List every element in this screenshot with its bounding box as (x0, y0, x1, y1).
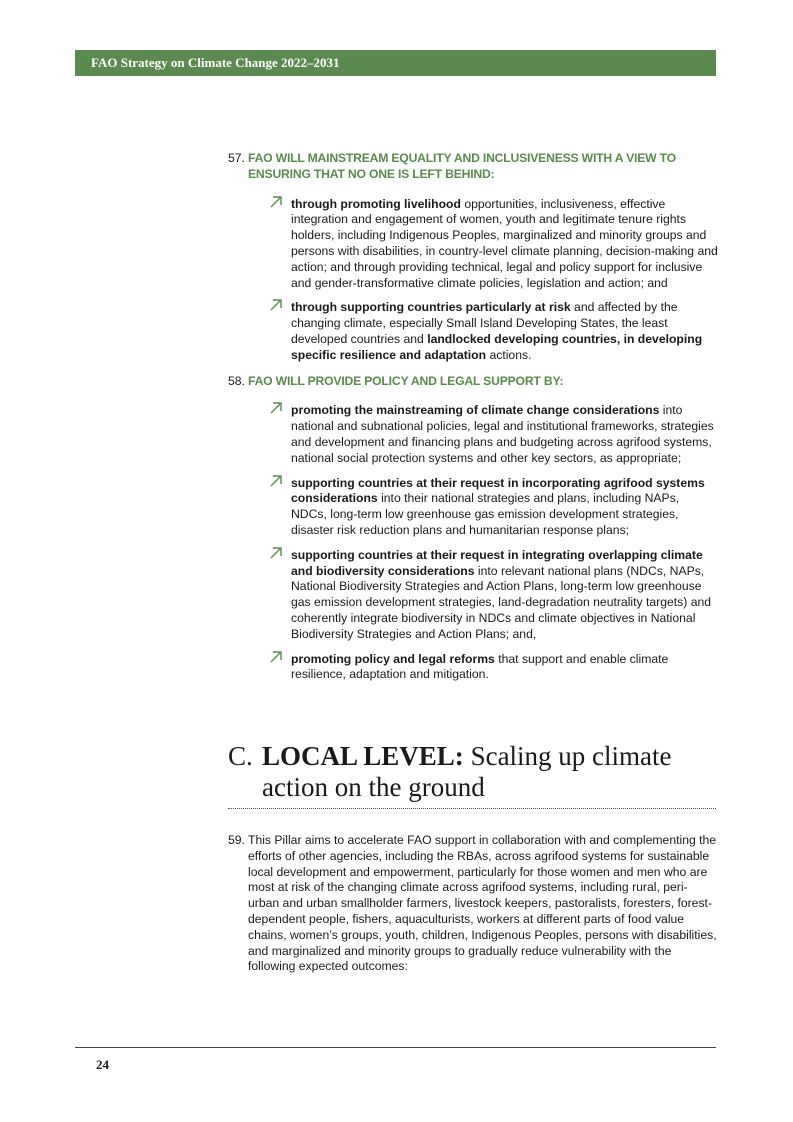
arrow-icon (269, 298, 283, 312)
bold-text: landlocked developing countries, in developing specific resilience and adaptation (291, 331, 703, 362)
bold-text: supporting countries at their request in integrating overlapping climate and biodiversity considerations (291, 547, 703, 578)
bullet-text (291, 548, 711, 641)
arrow-icon (269, 650, 283, 664)
section-number: 58. (228, 373, 245, 388)
section-number: 57. (228, 151, 245, 165)
arrow-icon (269, 195, 283, 209)
text-run: into their national strategies and plans, including NAPs, NDCs, long-term low greenhouse gas emission development strategies, disaster risk reduction plans and humanitarian response plans; (291, 491, 680, 537)
bullet-text (291, 652, 668, 682)
section-heading (228, 741, 716, 803)
list-item (248, 197, 718, 292)
section-title: FAO WILL MAINSTREAM EQUALITY AND INCLUSIVENESS WITH A VIEW TO ENSURING THAT NO ONE IS LEFT BEHIND: (248, 151, 676, 181)
list-item (248, 300, 718, 363)
main-content (228, 151, 718, 693)
bullet-text (291, 300, 702, 361)
bold-text: promoting policy and legal reforms (291, 651, 495, 666)
page-number: 24 (96, 1057, 109, 1072)
section-58 (228, 374, 718, 684)
paragraph-59 (228, 833, 718, 975)
bullet-text (291, 197, 718, 290)
text-run: into national and subnational policies, legal and institutional frameworks, strategies and development and financing plans and budgeting across agrifood systems, national social protection systems and other key sectors, as appropriate; (291, 403, 714, 465)
text-run: and affected by the changing climate, especially Small Island Developing States, the least developed countries and (291, 300, 678, 346)
bold-text: through promoting livelihood (291, 196, 461, 211)
bold-text: promoting the mainstreaming of climate change considerations (291, 403, 660, 418)
paragraph-number: 59. (228, 833, 245, 847)
paragraph-text: This Pillar aims to accelerate FAO support in collaboration with and complementing the efforts of other agencies, including the RBAs, across agrifood systems for sustainable local development and empowerment, particularly for those women and men who are most at risk of the changing climate across agrifood systems, including rural, peri-urban and urban smallholder farmers, livestock keepers, pastoralists, foresters, forest-dependent people, fishers, aquaculturists, workers at different parts of food value chains, women’s groups, youth, children, Indigenous Peoples, persons with disabilities, and marginalized and minority groups to gradually reduce vulnerability with the following expected outcomes: (248, 833, 717, 974)
bullet-text (291, 403, 714, 464)
list-item (248, 476, 718, 539)
list-item (248, 652, 718, 684)
heading-bold: LOCAL LEVEL: (262, 741, 464, 771)
bullet-text (291, 476, 705, 537)
section-c-heading (228, 741, 716, 803)
arrow-icon (269, 474, 283, 488)
section-letter: C. (228, 741, 253, 771)
running-header: FAO Strategy on Climate Change 2022–2031 (75, 50, 716, 76)
section-57 (228, 151, 718, 364)
footer-rule (75, 1047, 716, 1048)
text-run: into relevant national plans (NDCs, NAPs, National Biodiversity Strategies and Action Plans, long-term low greenhouse gas emission development strategies, land-degradation neutrality targets) and coherently integrate biodiversity in NDCs and climate objectives in National Biodiversity Strategies and Action Plans; and, (291, 563, 712, 641)
text-run: actions. (486, 347, 532, 362)
bold-text: through supporting countries particularly at risk (291, 300, 571, 315)
arrow-icon (269, 546, 283, 560)
heading-rest: Scaling up climate action on the ground (262, 741, 672, 802)
section-title: FAO WILL PROVIDE POLICY AND LEGAL SUPPORT BY: (248, 373, 564, 388)
bullet-list (248, 197, 718, 364)
text-run: that support and enable climate resilience, adaptation and mitigation. (291, 651, 669, 682)
bullet-list (248, 403, 718, 683)
dotted-divider (228, 808, 716, 809)
list-item (248, 548, 718, 643)
text-run: opportunities, inclusiveness, effective integration and engagement of women, youth and legitimate tenure rights holders, including Indigenous Peoples, marginalized and minority groups and persons with disabilities, in country-level climate planning, decision-making and action; and through providing technical, legal and policy support for inclusive and gender-transformative climate policies, legislation and action; and (291, 196, 718, 290)
bold-text: supporting countries at their request in incorporating agrifood systems considerations (291, 475, 705, 506)
arrow-icon (269, 401, 283, 415)
list-item (248, 403, 718, 466)
